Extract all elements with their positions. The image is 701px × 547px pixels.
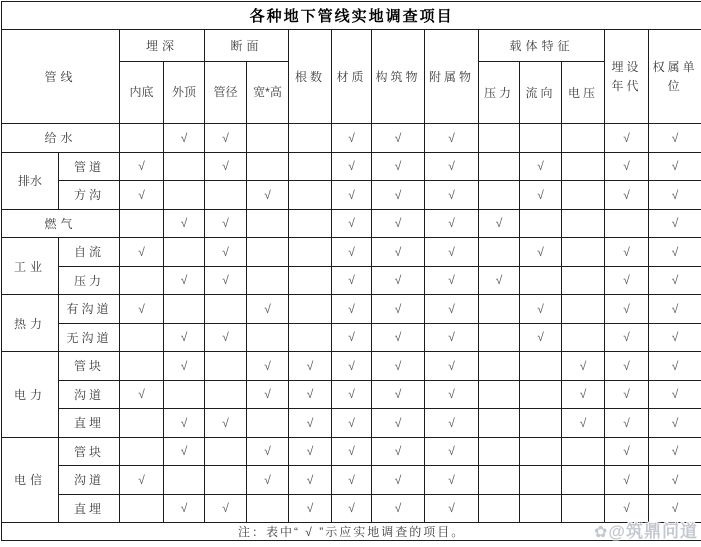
empty-cell [205,295,247,324]
header-voltage: 电压 [562,62,605,124]
header-ownership-unit: 权属单位 [649,30,701,124]
pipeline-label: 电信 [2,437,59,523]
check-cell: √ [120,466,164,495]
header-material: 材质 [332,30,372,124]
check-cell: √ [332,352,372,381]
table-row [2,266,701,295]
watermark-text: @筑鼎问道 [608,522,698,541]
check-cell: √ [425,266,479,295]
check-cell: √ [332,494,372,523]
check-cell: √ [649,295,701,324]
pipeline-sublabel: 无沟道 [59,323,120,352]
empty-cell [120,209,164,238]
empty-cell [164,238,205,267]
check-cell: √ [332,323,372,352]
empty-cell [479,380,520,409]
header-group-row [2,30,701,62]
empty-cell [479,352,520,381]
table-row [2,181,701,210]
header-outer-top: 外顶 [164,62,205,124]
check-cell: √ [425,152,479,181]
check-cell: √ [479,266,520,295]
check-cell: √ [520,295,562,324]
empty-cell [247,266,289,295]
check-cell: √ [247,437,289,466]
header-width-height: 宽*高 [247,62,289,124]
header-pipe-diameter: 管径 [205,62,247,124]
check-cell: √ [649,466,701,495]
pipeline-sublabel: 直埋 [59,409,120,438]
watermark-flower-icon: ✿ [594,524,609,541]
check-cell: √ [332,124,372,153]
check-cell: √ [520,238,562,267]
watermark [594,517,698,542]
pipeline-sublabel: 沟道 [59,380,120,409]
empty-cell [520,380,562,409]
check-cell: √ [332,437,372,466]
pipeline-sublabel: 自流 [59,238,120,267]
empty-cell [562,295,605,324]
empty-cell [520,352,562,381]
pipeline-label: 给水 [2,124,120,153]
empty-cell [479,494,520,523]
check-cell: √ [164,409,205,438]
check-cell: √ [605,380,649,409]
check-cell: √ [332,295,372,324]
empty-cell [479,152,520,181]
check-cell: √ [425,494,479,523]
check-cell: √ [205,494,247,523]
check-cell: √ [120,295,164,324]
check-cell: √ [372,352,425,381]
table-body [2,124,701,523]
pipeline-sublabel: 压力 [59,266,120,295]
check-cell: √ [332,238,372,267]
check-cell: √ [289,466,332,495]
check-cell: √ [205,266,247,295]
check-cell: √ [372,209,425,238]
empty-cell [479,238,520,267]
check-cell: √ [164,124,205,153]
check-cell: √ [164,266,205,295]
check-cell: √ [164,323,205,352]
check-cell: √ [289,352,332,381]
check-cell: √ [479,209,520,238]
check-cell: √ [605,437,649,466]
table-row [2,295,701,324]
empty-cell [205,466,247,495]
check-cell: √ [205,209,247,238]
check-cell: √ [425,352,479,381]
empty-cell [120,124,164,153]
empty-cell [520,494,562,523]
check-cell: √ [247,295,289,324]
table-row [2,124,701,153]
empty-cell [562,209,605,238]
check-cell: √ [520,323,562,352]
check-cell: √ [649,181,701,210]
check-cell: √ [649,152,701,181]
empty-cell [479,409,520,438]
check-cell: √ [372,409,425,438]
empty-cell [120,409,164,438]
empty-cell [120,352,164,381]
check-cell: √ [289,494,332,523]
table-row [2,238,701,267]
check-cell: √ [649,352,701,381]
pipeline-sublabel: 有沟道 [59,295,120,324]
check-cell: √ [649,209,701,238]
empty-cell [289,181,332,210]
check-cell: √ [425,209,479,238]
empty-cell [520,209,562,238]
check-cell: √ [205,152,247,181]
empty-cell [205,380,247,409]
check-cell: √ [289,437,332,466]
header-burial-depth: 埋深 [120,30,205,62]
empty-cell [289,152,332,181]
empty-cell [605,209,649,238]
empty-cell [289,209,332,238]
check-cell: √ [605,152,649,181]
pipeline-label: 排水 [2,152,59,209]
empty-cell [289,266,332,295]
check-cell: √ [372,380,425,409]
check-cell: √ [332,466,372,495]
table-row [2,209,701,238]
table-row [2,152,701,181]
empty-cell [164,466,205,495]
check-cell: √ [205,124,247,153]
pipeline-label: 热力 [2,295,59,352]
empty-cell [205,352,247,381]
empty-cell [205,437,247,466]
check-cell: √ [120,152,164,181]
check-cell: √ [649,494,701,523]
empty-cell [247,209,289,238]
table-header [2,2,701,124]
check-cell: √ [425,238,479,267]
check-cell: √ [649,238,701,267]
check-cell: √ [649,323,701,352]
check-cell: √ [605,352,649,381]
check-cell: √ [425,380,479,409]
empty-cell [479,466,520,495]
header-appendages: 附属物 [425,30,479,124]
empty-cell [562,238,605,267]
header-inner-bottom: 内底 [120,62,164,124]
check-cell: √ [164,209,205,238]
check-cell: √ [649,437,701,466]
empty-cell [164,152,205,181]
check-cell: √ [247,380,289,409]
empty-cell [479,295,520,324]
check-cell: √ [562,352,605,381]
empty-cell [520,266,562,295]
pipeline-label: 电力 [2,352,59,438]
empty-cell [164,295,205,324]
check-cell: √ [332,409,372,438]
pipeline-sublabel: 沟道 [59,466,120,495]
check-cell: √ [205,409,247,438]
survey-table [1,1,701,541]
check-cell: √ [164,494,205,523]
empty-cell [562,152,605,181]
check-cell: √ [332,181,372,210]
check-cell: √ [605,295,649,324]
check-cell: √ [205,238,247,267]
empty-cell [247,409,289,438]
empty-cell [479,437,520,466]
header-burial-year: 埋设年代 [605,30,649,124]
check-cell: √ [562,409,605,438]
empty-cell [164,181,205,210]
check-cell: √ [164,437,205,466]
table-row [2,437,701,466]
check-cell: √ [520,181,562,210]
table-title: 各种地下管线实地调查项目 [2,2,701,30]
check-cell: √ [562,380,605,409]
empty-cell [247,494,289,523]
empty-cell [562,437,605,466]
check-cell: √ [649,124,701,153]
check-cell: √ [605,238,649,267]
check-cell: √ [289,380,332,409]
check-cell: √ [120,380,164,409]
header-pressure: 压力 [479,62,520,124]
table-row [2,323,701,352]
check-cell: √ [332,209,372,238]
check-cell: √ [425,437,479,466]
check-cell: √ [605,494,649,523]
check-cell: √ [289,409,332,438]
check-cell: √ [164,352,205,381]
check-cell: √ [649,409,701,438]
empty-cell [247,238,289,267]
check-cell: √ [372,323,425,352]
check-cell: √ [247,352,289,381]
title-row [2,2,701,30]
header-structures: 构筑物 [372,30,425,124]
check-cell: √ [247,466,289,495]
pipeline-sublabel: 管块 [59,352,120,381]
check-cell: √ [605,266,649,295]
check-cell: √ [120,181,164,210]
empty-cell [289,124,332,153]
check-cell: √ [520,152,562,181]
check-cell: √ [425,181,479,210]
empty-cell [247,323,289,352]
header-root-count: 根数 [289,30,332,124]
check-cell: √ [372,466,425,495]
pipeline-sublabel: 管块 [59,437,120,466]
check-cell: √ [247,181,289,210]
pipeline-label: 工业 [2,238,59,295]
empty-cell [520,409,562,438]
check-cell: √ [605,124,649,153]
empty-cell [562,323,605,352]
pipeline-sublabel: 管道 [59,152,120,181]
empty-cell [562,266,605,295]
check-cell: √ [332,266,372,295]
empty-cell [479,181,520,210]
check-cell: √ [372,266,425,295]
check-cell: √ [425,466,479,495]
check-cell: √ [120,238,164,267]
check-cell: √ [605,323,649,352]
check-cell: √ [425,323,479,352]
check-cell: √ [372,181,425,210]
check-cell: √ [372,437,425,466]
empty-cell [247,124,289,153]
check-cell: √ [372,124,425,153]
check-cell: √ [649,266,701,295]
empty-cell [479,124,520,153]
empty-cell [164,380,205,409]
empty-cell [289,323,332,352]
check-cell: √ [605,409,649,438]
check-cell: √ [205,323,247,352]
check-cell: √ [425,295,479,324]
empty-cell [120,266,164,295]
check-cell: √ [425,124,479,153]
header-pipeline: 管线 [2,30,120,124]
empty-cell [247,152,289,181]
empty-cell [562,181,605,210]
empty-cell [120,437,164,466]
empty-cell [205,181,247,210]
table-row [2,466,701,495]
empty-cell [479,323,520,352]
empty-cell [120,323,164,352]
table-row [2,409,701,438]
check-cell: √ [372,152,425,181]
empty-cell [289,295,332,324]
check-cell: √ [332,152,372,181]
pipeline-sublabel: 方沟 [59,181,120,210]
check-cell: √ [605,181,649,210]
empty-cell [520,124,562,153]
table-row [2,352,701,381]
empty-cell [520,437,562,466]
check-cell: √ [372,295,425,324]
empty-cell [562,124,605,153]
empty-cell [289,238,332,267]
check-cell: √ [605,466,649,495]
check-cell: √ [649,380,701,409]
table-note: 注：表中“ √ ”示应实地调查的项目。 [2,523,701,541]
check-cell: √ [332,380,372,409]
table-row [2,380,701,409]
empty-cell [562,466,605,495]
pipeline-label: 燃气 [2,209,120,238]
empty-cell [120,494,164,523]
header-flow-direction: 流向 [520,62,562,124]
check-cell: √ [372,494,425,523]
pipeline-sublabel: 直埋 [59,494,120,523]
header-carrier-features: 载体特征 [479,30,605,62]
empty-cell [520,466,562,495]
check-cell: √ [425,409,479,438]
check-cell: √ [372,238,425,267]
header-cross-section: 断面 [205,30,289,62]
